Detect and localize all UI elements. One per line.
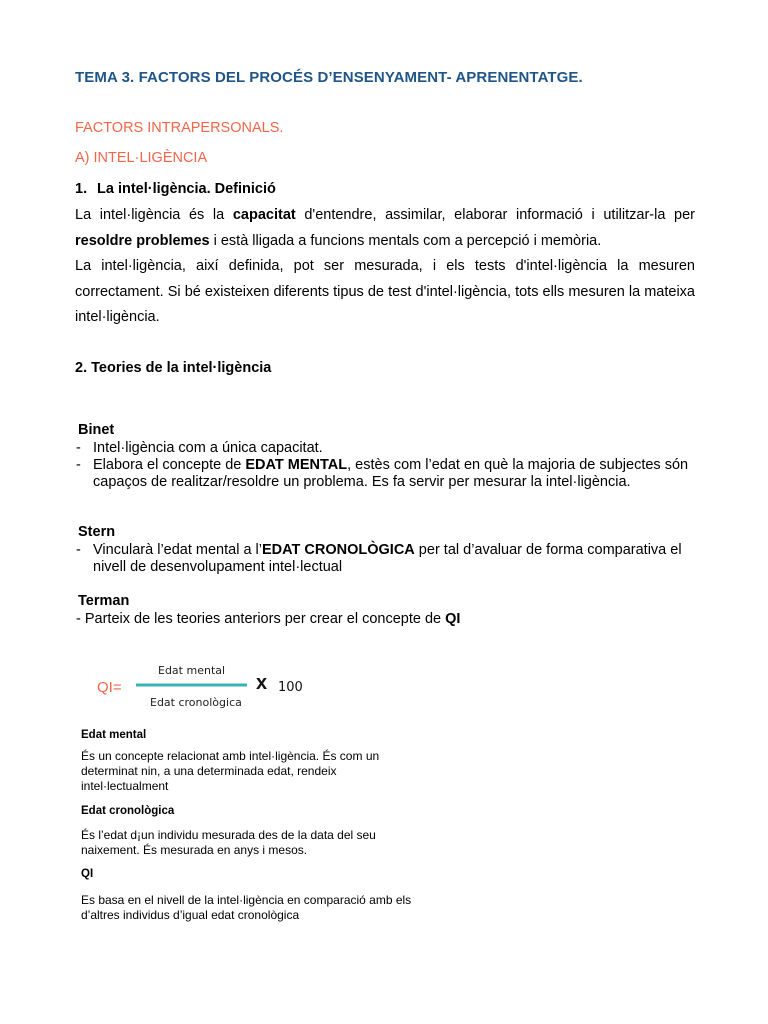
glossary-term-edat-cronologica: Edat cronològica xyxy=(81,805,175,817)
text-run: i està lligada a funcions mentals com a percepció i memòria. xyxy=(209,232,602,249)
bullet-text xyxy=(93,457,696,491)
stern-bullet-1: - Vincularà l’edat mental a l’EDAT CRONOLÒGICA per tal d’avaluar de forma comparativa el nivell de desenvolupament intel·lectual xyxy=(76,542,696,576)
definition-paragraph-2: La intel·ligència, així definida, pot ser mesurada, i els tests d'intel·ligència la mesuren correctament. Si bé existeixen diferents tipus de test d'intel·ligència, tots ells mesuren la mateixa intel·ligència. xyxy=(75,258,695,325)
formula-times: x xyxy=(256,672,268,694)
text-run: , estès com l’edat en què la majoria de subjectes són capaços de realitzar/resoldre un problema. Es fa servir per mesurar la intel·ligència. xyxy=(93,457,689,490)
text-run: Elabora el concepte de xyxy=(93,457,246,473)
text-run: La intel·ligència és la xyxy=(75,207,233,223)
formula-denominator: Edat cronològica xyxy=(150,696,242,709)
bullet-text: Intel·ligència com a única capacitat. xyxy=(93,440,323,456)
definition-number: 1. xyxy=(75,181,88,197)
text-run: Vincularà l’edat mental a l’ xyxy=(93,542,262,558)
qi-formula xyxy=(96,660,356,715)
bold-text-edat-mental: EDAT MENTAL xyxy=(245,457,348,473)
text-run: d'entendre, assimilar, elaborar informació i utilitzar-la per xyxy=(295,207,695,223)
bold-text-capacitat: capacitat xyxy=(232,207,296,223)
bold-text-qi: QI xyxy=(445,611,461,627)
glossary-text-edat-cronologica: És l’edat d¡un individu mesurada des de la data del seu naixement. És mesurada en anys i mesos. xyxy=(81,828,376,857)
formula-numerator: Edat mental xyxy=(158,664,226,677)
theories-heading: 2. Teories de la intel·ligència xyxy=(75,360,272,376)
glossary-term-edat-mental: Edat mental xyxy=(81,729,147,741)
binet-bullet-1: - Intel·ligència com a única capacitat. xyxy=(76,440,696,457)
definition-heading xyxy=(75,181,276,197)
terman-bullet-1 xyxy=(76,611,696,628)
section-heading-intelligence: A) INTEL·LIGÈNCIA xyxy=(75,150,208,166)
definition-heading-text: La intel·ligència. Definició xyxy=(97,181,276,197)
theory-binet-name: Binet xyxy=(78,422,115,438)
bold-text-resoldre: resoldre problemes xyxy=(75,232,210,249)
theory-terman-name: Terman xyxy=(78,593,130,609)
text-run: - Parteix de les teories anteriors per crear el concepte de xyxy=(76,611,446,627)
bold-text-edat-cronologica: EDAT CRONOLÒGICA xyxy=(262,542,415,558)
text-run: per tal d’avaluar de forma comparativa el nivell de desenvolupament intel·lectual xyxy=(93,542,682,575)
glossary-text-edat-mental: És un concepte relacionat amb intel·ligència. És com un determinat nin, a una determinada edat, rendeix intel·lectualment xyxy=(81,749,380,793)
formula-lhs: QI= xyxy=(97,679,122,696)
theory-stern-name: Stern xyxy=(78,524,116,540)
binet-bullet-2: - Elabora el concepte de EDAT MENTAL, estès com l’edat en què la majoria de subjectes són capaços de realitzar/resoldre un problema. Es fa servir per mesurar la intel·ligència. xyxy=(76,457,696,491)
section-heading-intrapersonal: FACTORS INTRAPERSONALS. xyxy=(75,120,284,136)
formula-factor: 100 xyxy=(278,680,303,695)
glossary-term-qi: QI xyxy=(81,868,94,880)
bullet-text xyxy=(93,542,696,576)
glossary-text-qi: Es basa en el nivell de la intel·ligència en comparació amb els d’altres individus d’igual edat cronològica xyxy=(81,893,412,922)
page-title: TEMA 3. FACTORS DEL PROCÉS D’ENSENYAMENT- APRENENTATGE. xyxy=(75,69,583,86)
definition-paragraph-1 xyxy=(75,203,695,254)
